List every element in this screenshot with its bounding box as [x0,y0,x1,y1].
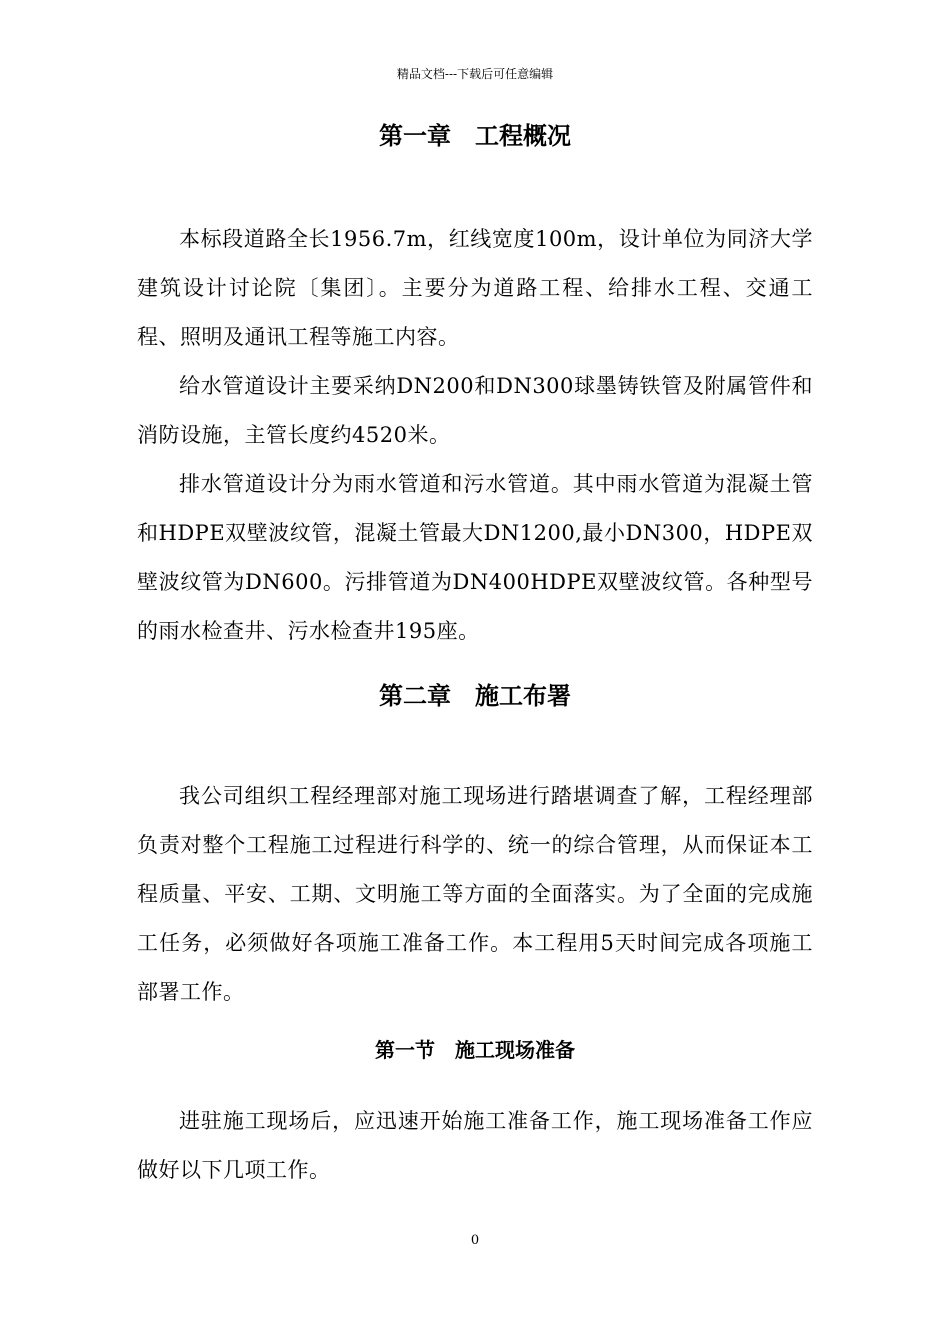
section-title-1: 第一节 施工现场准备 [375,1038,575,1062]
paragraph-drainage: 排水管道设计分为雨水管道和污水管道。其中雨水管道为混凝土管和HDPE双壁波纹管，混凝土管最大DN1200,最小DN300，HDPE双壁波纹管为DN600。污排管道为DN400HDPE双壁波纹管。各种型号的雨水检查井、污水检查井195座。 [137,472,813,643]
paragraph-project-overview: 本标段道路全长1956.7m，红线宽度100m，设计单位为同济大学建筑设计讨论院〔集团〕。主要分为道路工程、给排水工程、交通工程、照明及通讯工程等施工内容。 [137,227,813,349]
chapter-title-1: 第一章 工程概况 [379,122,571,150]
paragraph-water-supply: 给水管道设计主要采纳DN200和DN300球墨铸铁管及附属管件和消防设施，主管长度约4520米。 [137,374,813,447]
page-number: 0 [470,1233,480,1248]
chapter-title-2: 第二章 施工布署 [379,682,571,710]
paragraph-site-preparation: 进驻施工现场后，应迅速开始施工准备工作，施工现场准备工作应做好以下几项工作。 [137,1109,813,1182]
paragraph-construction-deployment: 我公司组织工程经理部对施工现场进行踏堪调查了解，工程经理部负责对整个工程施工过程进行科学的、统一的综合管理，从而保证本工程质量、平安、工期、文明施工等方面的全面落实。为了全面的完成施工任务，必须做好各项施工准备工作。本工程用5天时间完成各项施工部署工作。 [137,784,813,1004]
page-header: 精品文档---下载后可任意编辑 [396,67,554,81]
